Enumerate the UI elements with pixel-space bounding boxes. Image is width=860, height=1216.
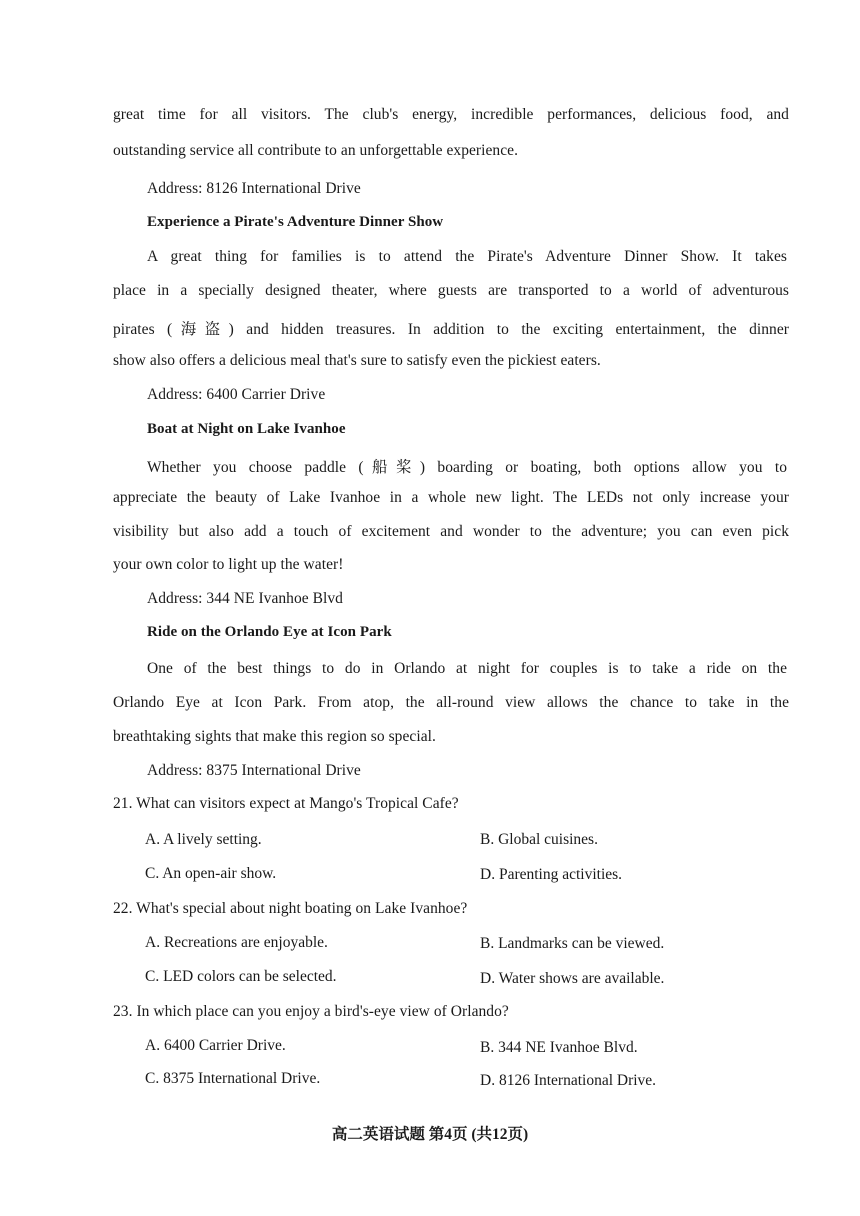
question-stem: 21. What can visitors expect at Mango's Tropical Cafe? [113, 795, 459, 812]
page-footer: 高二英语试题 第4页 (共12页) [331, 1126, 529, 1143]
passage-line: Orlando Eye at Icon Park. From atop, the all-round view allows the chance to take in the [113, 694, 789, 711]
option-c: C. An open-air show. [145, 865, 277, 882]
passage-line: show also offers a delicious meal that's sure to satisfy even the pickiest eaters. [113, 352, 601, 369]
passage-line: great time for all visitors. The club's energy, incredible performances, delicious food, and [113, 106, 789, 123]
passage-line: place in a specially designed theater, where guests are transported to a world of adventurous [113, 282, 789, 299]
option-a: A. Recreations are enjoyable. [145, 934, 328, 951]
address-line: Address: 8126 International Drive [147, 180, 361, 197]
passage-line: pirates (海盗) and hidden treasures. In addition to the exciting entertainment, the dinner [113, 321, 789, 338]
option-a: A. 6400 Carrier Drive. [145, 1037, 286, 1054]
option-d: D. 8126 International Drive. [480, 1072, 657, 1089]
option-b: B. Global cuisines. [480, 831, 598, 848]
section-heading: Ride on the Orlando Eye at Icon Park [147, 624, 392, 640]
passage-line: One of the best things to do in Orlando at night for couples is to take a ride on the [147, 660, 787, 677]
passage-line: visibility but also add a touch of excitement and wonder to the adventure; you can even pick [113, 523, 789, 540]
passage-line: your own color to light up the water! [113, 556, 344, 573]
passage-line: outstanding service all contribute to an unforgettable experience. [113, 142, 519, 159]
option-d: D. Water shows are available. [480, 970, 665, 987]
passage-line: breathtaking sights that make this region so special. [113, 728, 436, 745]
section-heading: Boat at Night on Lake Ivanhoe [147, 421, 346, 437]
address-line: Address: 344 NE Ivanhoe Blvd [147, 590, 343, 607]
passage-line: A great thing for families is to attend the Pirate's Adventure Dinner Show. It takes [147, 248, 787, 265]
question-stem: 22. What's special about night boating on Lake Ivanhoe? [113, 900, 468, 917]
option-b: B. 344 NE Ivanhoe Blvd. [480, 1039, 638, 1056]
passage-line: appreciate the beauty of Lake Ivanhoe in a whole new light. The LEDs not only increase your [113, 489, 789, 506]
address-line: Address: 6400 Carrier Drive [147, 386, 326, 403]
option-c: C. 8375 International Drive. [145, 1070, 321, 1087]
passage-line: Whether you choose paddle (船桨) boarding or boating, both options allow you to [147, 459, 787, 476]
option-b: B. Landmarks can be viewed. [480, 935, 665, 952]
option-d: D. Parenting activities. [480, 866, 623, 883]
option-a: A. A lively setting. [145, 831, 262, 848]
option-c: C. LED colors can be selected. [145, 968, 337, 985]
section-heading: Experience a Pirate's Adventure Dinner Show [147, 214, 444, 230]
question-stem: 23. In which place can you enjoy a bird's-eye view of Orlando? [113, 1003, 509, 1020]
address-line: Address: 8375 International Drive [147, 762, 361, 779]
